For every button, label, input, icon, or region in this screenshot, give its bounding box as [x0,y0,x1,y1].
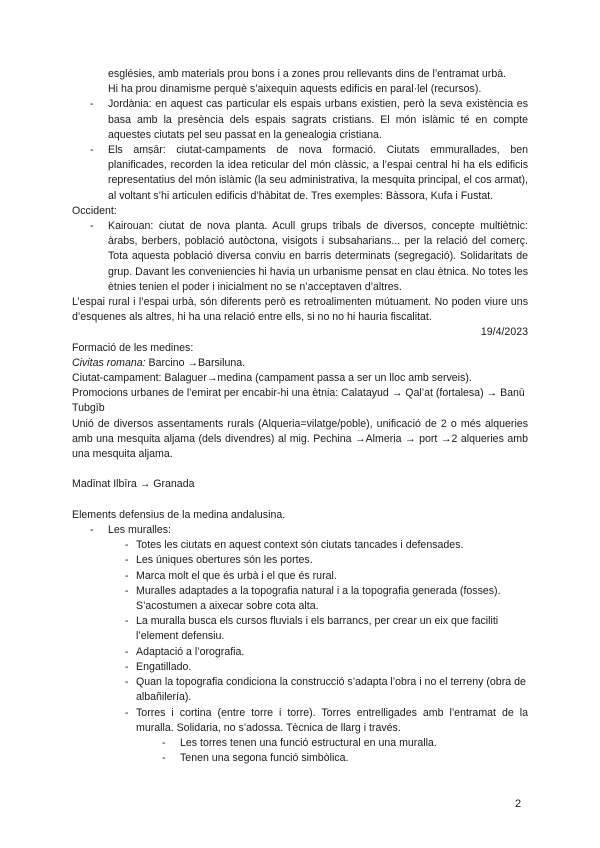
bullet: - [125,615,129,628]
bullet: - [125,660,129,673]
list-item-text: Les torres tenen una funció estructural en una muralla. [180,736,437,749]
list-item-text: Engatillado. [136,660,192,673]
list-item-text: Muralles adaptades a la topografia natural i a la topografia generada (fosses). S’acostumen a aixecar sobre cota alta. [136,584,501,613]
bullet: - [90,144,94,157]
bullet: - [125,539,129,552]
occident-list [72,219,528,295]
list-item-text: Els amṣār: ciutat-campaments de nova formació. Ciutats emmurallades, ben planificades, recorden la idea reticular del món clàssic, a l’espai central hi ha els edificis representatius del món islàmic (la seu administrativa, la mesquita principal, el cos armat), al voltant s’hi articulen edificis d’hàbitat de. Tres exemples: Bàssora, Kufa i Fustat. [108,144,528,202]
torres-sublist [72,736,528,766]
list-item-text: Torres i cortina (entre torre i torre). Torres entrelligades amb l’entramat de la muralla. Solidaria, no s’adossa. Tècnica de llarg i través. [136,706,528,734]
list-item-text: Jordània: en aquest cas particular els espais urbans existien, però la seva existència es basa amb la presència dels espais sagrats cristians. El món islàmic té en compte aquestes ciutats pel seu passat en la genealogia cristiana. [108,98,528,141]
civitas-label: Civitas romana: [72,356,146,369]
occident-heading: Occident: [72,204,117,217]
civitas-line [72,356,528,371]
bullet: - [125,645,129,658]
list-item [72,538,528,553]
list-item [72,553,528,568]
list-item [72,645,528,660]
list-item [72,660,528,675]
list-item-kairouan [72,219,528,295]
bullet: - [125,706,129,719]
bullet: - [125,569,129,582]
list-item [72,675,528,705]
list-item-amsar [72,143,528,204]
list-item [72,706,528,736]
page-content [72,67,528,766]
elements-heading: Elements defensius de la medina andalusina. [72,508,286,521]
bullet: - [162,736,166,749]
list-item [72,584,528,614]
bullet: - [90,524,94,537]
bullet: - [162,752,166,765]
bullet: - [125,584,129,597]
continuation-line-1: esglésies, amb materials prou bons i a zones prou rellevants dins de l’entramat urbà. [108,68,507,80]
list-item [72,751,528,766]
continuation-line-2: Hi ha prou dinamisme perquè s’aixequin aquests edificis en paral·lel (recursos). [108,83,482,96]
list-item-jordania [72,97,528,143]
date: 19/4/2023 [480,326,528,339]
rural-urban-paragraph: L’espai rural i l’espai urbà, són diferents però es retroalimenten mútuament. No poden viure uns d’esquenes als altres, hi ha una relació entre ells, si no no hi hauria fiscalitat. [72,296,528,324]
list-item-text: Kairouan: ciutat de nova planta. Acull grups tribals de diversos, concepte multiètnic: àrabs, berbers, població autòctona, visigots i subsaharians... per la relació del comerç. Tota aquesta població diversa conviu en barris determinats (segregació). Solidaritats de grup. Davant les conveniencies hi havia un urbanisme pensat en clau ètnica. No totes les ètnies tenien el poder i inicialment no se n’acceptaven d’altres. [108,220,528,293]
muralles-sublist [72,538,528,766]
page-number: 2 [515,798,522,810]
bullet: - [125,554,129,567]
list-item-text: Tenen una segona funció simbòlica. [180,752,349,765]
list-item-text: Adaptació a l’orografia. [136,645,245,658]
list-item-text: Totes les ciutats en aquest context són ciutats tancades i defensades. [136,539,464,552]
bullet: - [90,220,94,233]
list-item-text: Les muralles: [108,524,171,537]
elements-list [72,523,528,766]
bullet: - [90,98,94,111]
madinat-line: Madīnat Ilbīra → Granada [72,478,195,491]
orient-list [72,97,528,203]
list-item-text: La muralla busca els cursos fluvials i els barrancs, per crear un eix que faciliti l’element defensiu. [136,615,499,643]
list-item [72,569,528,584]
list-item-text: Marca molt el que és urbà i el que és rural. [136,569,337,582]
ciutat-campament-line: Ciutat-campament: Balaguer→medina (campament passa a ser un lloc amb serveis). [72,372,472,385]
formacio-heading: Formació de les medines: [72,341,194,354]
unio-paragraph: Unió de diversos assentaments rurals (Alqueria=vilatge/poble), unificació de 2 o més alqueries amb una mesquita aljama (dels divendres) al mig. Pechina →Almeria → port →2 alqueries amb una mesquita aljama. [72,417,528,461]
civitas-text: Barcino →Barsiluna. [145,356,246,369]
spacer [72,493,528,508]
bullet: - [125,676,129,689]
list-item [72,614,528,644]
promocions-line: Promocions urbanes de l’emirat per encabir-hi una ètnia: Calatayud → Qal’at (fortalesa) → Banū Tubgīb [72,387,525,415]
spacer [72,462,528,477]
list-item-text: Les úniques obertures són les portes. [136,554,313,567]
list-item-text: Quan la topografia condiciona la construcció s’adapta l’obra i no el terreny (obra de albañilería). [136,676,526,704]
list-item-muralles [72,523,528,538]
list-item [72,736,528,751]
